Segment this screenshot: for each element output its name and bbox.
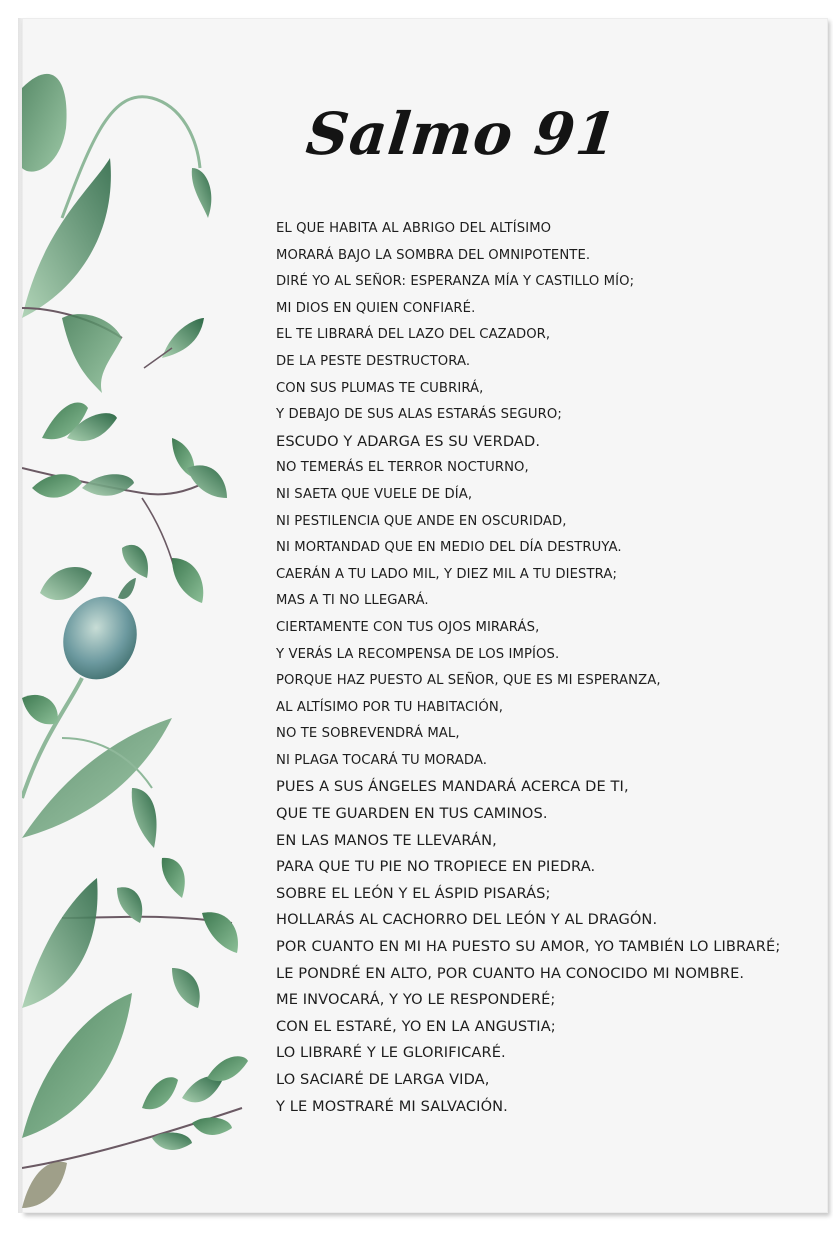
bell-flower-1 — [62, 314, 122, 393]
verse-line: Y VERÁS LA RECOMPENSA DE LOS IMPÍOS. — [276, 646, 560, 662]
bell-flower-9 — [172, 968, 200, 1008]
bell-flower-4 — [172, 558, 203, 603]
sprig-leaf-3 — [32, 474, 82, 497]
verse-line: NI MORTANDAD QUE EN MEDIO DEL DÍA DESTRUYA. — [276, 540, 622, 556]
bud-hanging-top — [192, 168, 212, 218]
leaf-top-left — [22, 74, 67, 172]
verse-line: NO TEMERÁS EL TERROR NOCTURNO, — [276, 460, 529, 476]
verse-line: NI PLAGA TOCARÁ TU MORADA. — [276, 752, 488, 768]
verse-line: DIRÉ YO AL SEÑOR: ESPERANZA MÍA Y CASTILLO MÍO; — [276, 274, 635, 290]
psalm-poster — [22, 18, 828, 1213]
verse-line: DE LA PESTE DESTRUCTORA. — [276, 353, 471, 369]
leaf-drop-middle — [132, 788, 157, 848]
leaf-bottom-corner — [22, 1162, 67, 1208]
sprig-leaf-4 — [82, 474, 134, 496]
psalm-verses — [276, 216, 826, 1120]
leaf-large-lower — [22, 878, 98, 1008]
verse-line: ESCUDO Y ADARGA ES SU VERDAD. — [276, 432, 541, 450]
bell-flower-6 — [162, 858, 185, 898]
verse-line: PORQUE HAZ PUESTO AL SEÑOR, QUE ES MI ESPERANZA, — [276, 673, 661, 689]
verse-line: Y DEBAJO DE SUS ALAS ESTARÁS SEGURO; — [276, 407, 562, 423]
watercolor-foliage-illustration — [22, 18, 282, 1213]
verse-line: EL QUE HABITA AL ABRIGO DEL ALTÍSIMO — [276, 221, 552, 236]
verse-line: CIERTAMENTE CON TUS OJOS MIRARÁS, — [276, 619, 540, 635]
verse-line: HOLLARÁS AL CACHORRO DEL LEÓN Y AL DRAGÓN. — [276, 911, 658, 929]
leaf-large-top — [22, 158, 111, 318]
verse-line: PARA QUE TU PIE NO TROPIECE EN PIEDRA. — [276, 858, 596, 876]
bell-flower-5 — [122, 545, 148, 578]
verse-line: EL TE LIBRARÁ DEL LAZO DEL CAZADOR, — [276, 327, 551, 343]
eucalyptus-pod — [52, 586, 148, 690]
verse-line: QUE TE GUARDEN EN TUS CAMINOS. — [276, 805, 548, 823]
bell-flower-8 — [202, 912, 238, 953]
bell-flower-3 — [187, 465, 227, 498]
sprig-leaf-9 — [192, 1118, 232, 1135]
sprig-leaf-5 — [142, 1077, 178, 1109]
verse-line: NI SAETA QUE VUELE DE DÍA, — [276, 486, 473, 502]
leaf-oval-small — [40, 567, 92, 600]
page-title: Salmo 91 — [303, 100, 621, 168]
verse-line: LE PONDRÉ EN ALTO, POR CUANTO HA CONOCIDO MI NOMBRE. — [276, 964, 745, 982]
verse-line: CON SUS PLUMAS TE CUBRIRÁ, — [276, 380, 484, 396]
verse-line: NI PESTILENCIA QUE ANDE EN OSCURIDAD, — [276, 513, 567, 529]
sprig-leaf-8 — [152, 1133, 192, 1150]
verse-line: LO LIBRARÉ Y LE GLORIFICARÉ. — [276, 1044, 506, 1062]
verse-line: MAS A TI NO LLEGARÁ. — [276, 593, 429, 609]
verse-line: ME INVOCARÁ, Y YO LE RESPONDERÉ; — [276, 991, 556, 1009]
leaf-small-dart — [162, 318, 204, 358]
pod-tip — [118, 578, 136, 599]
leaf-large-bottom — [22, 993, 132, 1138]
verse-line: AL ALTÍSIMO POR TU HABITACIÓN, — [276, 699, 504, 715]
stem-dart — [144, 348, 172, 368]
verse-line: NO TE SOBREVENDRÁ MAL, — [276, 726, 460, 742]
verse-line: Y LE MOSTRARÉ MI SALVACIÓN. — [276, 1097, 508, 1115]
verse-line: MORARÁ BAJO LA SOMBRA DEL OMNIPOTENTE. — [276, 247, 591, 263]
leaf-dark-left — [22, 695, 58, 724]
sprig-leaf-7 — [207, 1056, 248, 1081]
verse-line: LO SACIARÉ DE LARGA VIDA, — [276, 1071, 490, 1088]
verse-line: SOBRE EL LEÓN Y EL ÁSPID PISARÁS; — [276, 884, 551, 902]
verse-line: CAERÁN A TU LADO MIL, Y DIEZ MIL A TU DIESTRA; — [276, 566, 618, 582]
verse-line: PUES A SUS ÁNGELES MANDARÁ ACERCA DE TI, — [276, 778, 629, 796]
verse-line: CON EL ESTARÉ, YO EN LA ANGUSTIA; — [276, 1017, 556, 1035]
verse-line: MI DIOS EN QUIEN CONFIARÉ. — [276, 300, 476, 316]
verse-line: POR CUANTO EN MI HA PUESTO SU AMOR, YO TAMBIÉN LO LIBRARÉ; — [276, 938, 781, 956]
verse-line: EN LAS MANOS TE LLEVARÁN, — [276, 831, 497, 849]
